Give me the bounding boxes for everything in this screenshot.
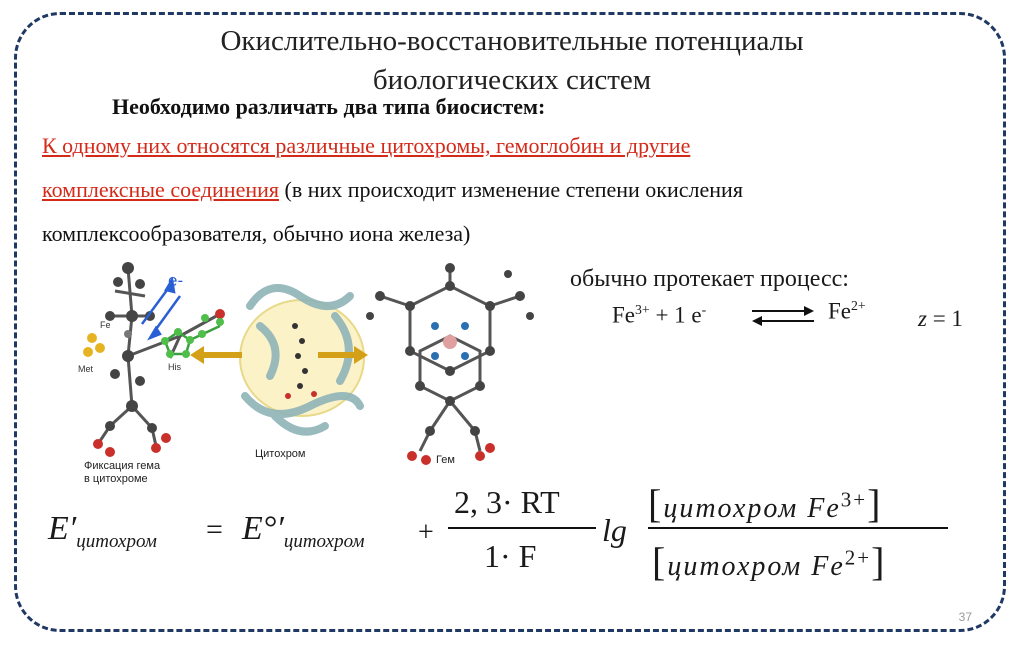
equilibrium-arrows-icon: [748, 304, 818, 328]
equation-lhs: [48, 510, 157, 553]
fraction-numerator: 2, 3· RT: [454, 484, 560, 520]
plus-sign: +: [418, 517, 434, 548]
subheading: Необходимо различать два типа биосистем:: [112, 94, 546, 119]
left-bracket-bottom: [: [652, 539, 668, 584]
right-bracket-top: ]: [867, 481, 883, 526]
electron-charge: -: [701, 302, 707, 317]
paragraph-text-2: (в них происходит изменение степени окисления: [279, 177, 743, 202]
caption-heme: Гем: [436, 454, 455, 466]
caption-fixation-line-1: Фиксация гема: [84, 460, 161, 472]
electron-label: e-: [168, 271, 184, 290]
num-conc-charge: 3+: [840, 487, 868, 512]
paragraph-line-3: комплексообразователя, обычно иона железа): [42, 221, 471, 246]
title-line-1: Окислительно-восстановительные потенциалы: [220, 25, 804, 57]
z-variable: z: [918, 306, 927, 331]
red-underlined-text-1: К одному них относятся различные цитохромы, гемоглобин и другие: [42, 133, 691, 158]
heme-porphyrin-illustration: [366, 263, 534, 465]
met-label: Met: [78, 364, 94, 374]
paragraph-line-1: [42, 124, 690, 168]
slide-title: [0, 22, 1024, 100]
lhs-subscript: цитохром: [76, 530, 157, 552]
log-fraction-bar: [648, 527, 948, 529]
z-equals: = 1: [926, 306, 963, 331]
reaction-right: [828, 298, 866, 325]
lg-operator: lg: [602, 512, 627, 548]
den-conc-text: цитохром Fe: [667, 551, 845, 582]
denominator-concentration: [652, 538, 886, 585]
charge-2plus: 2+: [851, 298, 866, 313]
title-line-2: биологических систем: [372, 64, 652, 96]
std-subscript: цитохром: [283, 530, 365, 552]
fraction-denominator: 1· F: [484, 538, 537, 574]
num-conc-text: цитохром Fe: [663, 493, 841, 524]
charge-3plus: 3+: [635, 302, 650, 317]
equation-standard: [242, 510, 365, 553]
cytochrome-protein-illustration: [190, 288, 368, 432]
page-number: 37: [958, 610, 972, 624]
plus-electron: + 1 e: [649, 302, 702, 328]
fraction-bar: [448, 527, 596, 529]
caption-cytochrome: Цитохром: [255, 448, 306, 460]
right-bracket-bottom: ]: [871, 539, 887, 584]
paragraph-line-2: [42, 168, 743, 212]
std-e: E°′: [242, 510, 284, 547]
numerator-concentration: [648, 480, 882, 527]
fe-label: Fe: [100, 320, 111, 330]
species-fe-3: Fe: [612, 302, 635, 328]
left-bracket-top: [: [648, 481, 664, 526]
his-label: His: [168, 362, 181, 372]
z-value: [918, 306, 963, 332]
lhs-e-prime: E′: [48, 510, 77, 547]
caption-fixation-line-2: в цитохроме: [84, 473, 148, 485]
process-label: обычно протекает процесс:: [570, 266, 849, 292]
cytochrome-heme-figure: [70, 256, 560, 476]
species-fe-2: Fe: [828, 298, 851, 324]
red-underlined-text-2: комплексные соединения: [42, 177, 279, 202]
reaction-left: [612, 302, 706, 329]
den-conc-charge: 2+: [844, 545, 872, 570]
caption-heme-fixation: [84, 460, 160, 486]
equals-sign: =: [206, 513, 223, 546]
